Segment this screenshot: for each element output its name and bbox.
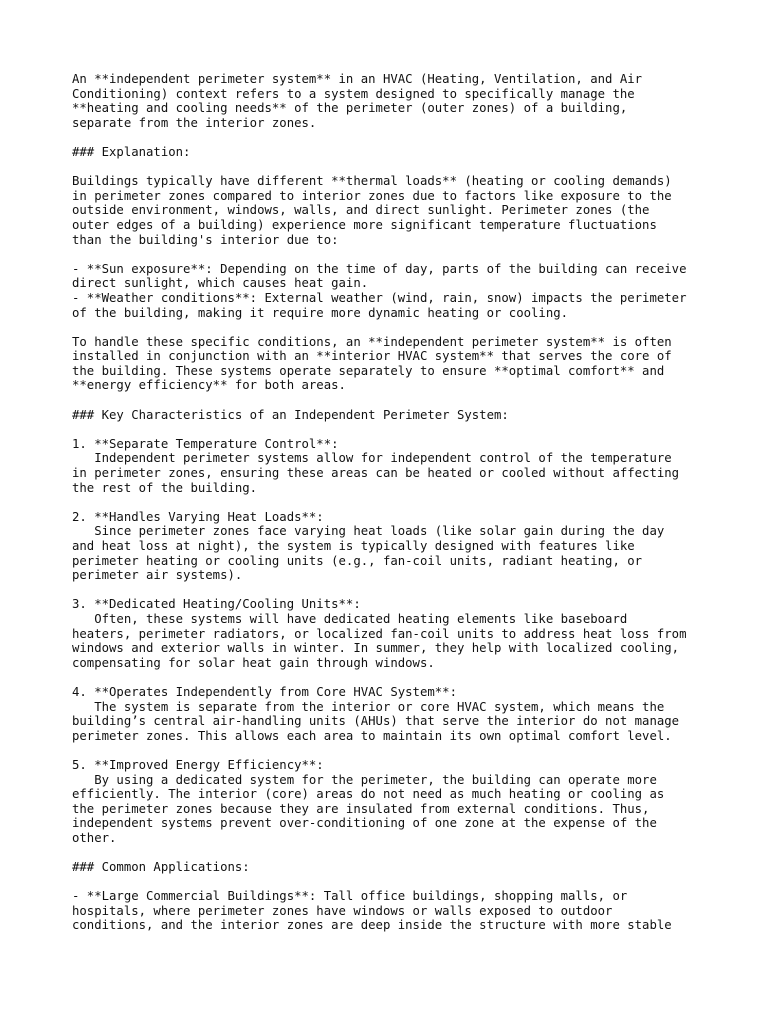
text-line: compensating for solar heat gain through windows. (72, 655, 435, 670)
text-line: separate from the interior zones. (72, 115, 317, 130)
text-line: heaters, perimeter radiators, or localized fan-coil units to address heat loss from (72, 626, 687, 641)
text-line: To handle these specific conditions, an **independent perimeter system** is often (72, 334, 672, 349)
blank-line (72, 130, 712, 145)
text-line: 1. **Separate Temperature Control**: (72, 436, 339, 451)
text-line: windows and exterior walls in winter. In summer, they help with localized cooling, (72, 641, 680, 656)
text-line: ### Common Applications: (72, 860, 250, 875)
text-line: perimeter zones. This allows each area to maintain its own optimal comfort level. (72, 728, 672, 743)
blank-line (72, 743, 712, 758)
blank-line (72, 320, 712, 335)
text-line: Since perimeter zones face varying heat loads (like solar gain during the day (72, 524, 665, 539)
blank-line (72, 247, 712, 262)
text-line: perimeter heating or cooling units (e.g., fan-coil units, radiant heating, or (72, 553, 643, 568)
blank-line (72, 583, 712, 598)
text-line: - **Large Commercial Buildings**: Tall office buildings, shopping malls, or (72, 889, 628, 904)
text-line: 5. **Improved Energy Efficiency**: (72, 757, 324, 772)
blank-line (72, 160, 712, 175)
text-line: independent systems prevent over-conditioning of one zone at the expense of the (72, 816, 657, 831)
text-line: in perimeter zones, ensuring these areas can be heated or cooled without affecting (72, 466, 680, 481)
text-line: - **Weather conditions**: External weather (wind, rain, snow) impacts the perimeter (72, 290, 687, 305)
text-line: - **Sun exposure**: Depending on the time of day, parts of the building can receive (72, 261, 687, 276)
text-line: than the building's interior due to: (72, 232, 339, 247)
blank-line (72, 495, 712, 510)
text-line: By using a dedicated system for the perimeter, the building can operate more (72, 772, 657, 787)
text-line: installed in conjunction with an **interior HVAC system** that serves the core of (72, 349, 672, 364)
text-line: the perimeter zones because they are insulated from external conditions. Thus, (72, 801, 650, 816)
text-line: Conditioning) context refers to a system designed to specifically manage the (72, 86, 635, 101)
text-line: Independent perimeter systems allow for independent control of the temperature (72, 451, 672, 466)
text-line: of the building, making it require more dynamic heating or cooling. (72, 305, 569, 320)
text-line: 2. **Handles Varying Heat Loads**: (72, 509, 324, 524)
text-line: **heating and cooling needs** of the perimeter (outer zones) of a building, (72, 101, 628, 116)
text-line: Often, these systems will have dedicated heating elements like baseboard (72, 611, 628, 626)
text-line: 4. **Operates Independently from Core HVAC System**: (72, 684, 457, 699)
text-line: The system is separate from the interior or core HVAC system, which means the (72, 699, 665, 714)
text-line: An **independent perimeter system** in an HVAC (Heating, Ventilation, and Air (72, 72, 643, 86)
blank-line (72, 875, 712, 890)
document-page (72, 72, 712, 933)
text-line: perimeter air systems). (72, 568, 243, 583)
blank-line (72, 393, 712, 408)
text-line: ### Key Characteristics of an Independent Perimeter System: (72, 407, 509, 422)
text-line: the rest of the building. (72, 480, 258, 495)
text-line: the building. These systems operate separately to ensure **optimal comfort** and (72, 363, 665, 378)
text-line: outer edges of a building) experience more significant temperature fluctuations (72, 217, 657, 232)
blank-line (72, 422, 712, 437)
blank-line (72, 670, 712, 685)
text-line: other. (72, 830, 117, 845)
text-line: Buildings typically have different **thermal loads** (heating or cooling demands) (72, 174, 672, 189)
text-line: and heat loss at night), the system is typically designed with features like (72, 539, 635, 553)
text-line: hospitals, where perimeter zones have windows or walls exposed to outdoor (72, 903, 613, 918)
text-line: **energy efficiency** for both areas. (72, 378, 346, 393)
text-line: efficiently. The interior (core) areas do not need as much heating or cooling as (72, 787, 665, 802)
text-line: direct sunlight, which causes heat gain. (72, 276, 369, 291)
text-line: in perimeter zones compared to interior zones due to factors like exposure to the (72, 188, 672, 203)
text-line: building’s central air-handling units (AHUs) that serve the interior do not manage (72, 714, 680, 729)
text-line: outside environment, windows, walls, and direct sunlight. Perimeter zones (the (72, 203, 650, 218)
blank-line (72, 845, 712, 860)
text-line: 3. **Dedicated Heating/Cooling Units**: (72, 597, 361, 612)
text-line: ### Explanation: (72, 144, 191, 159)
text-line: conditions, and the interior zones are deep inside the structure with more stable (72, 918, 672, 933)
